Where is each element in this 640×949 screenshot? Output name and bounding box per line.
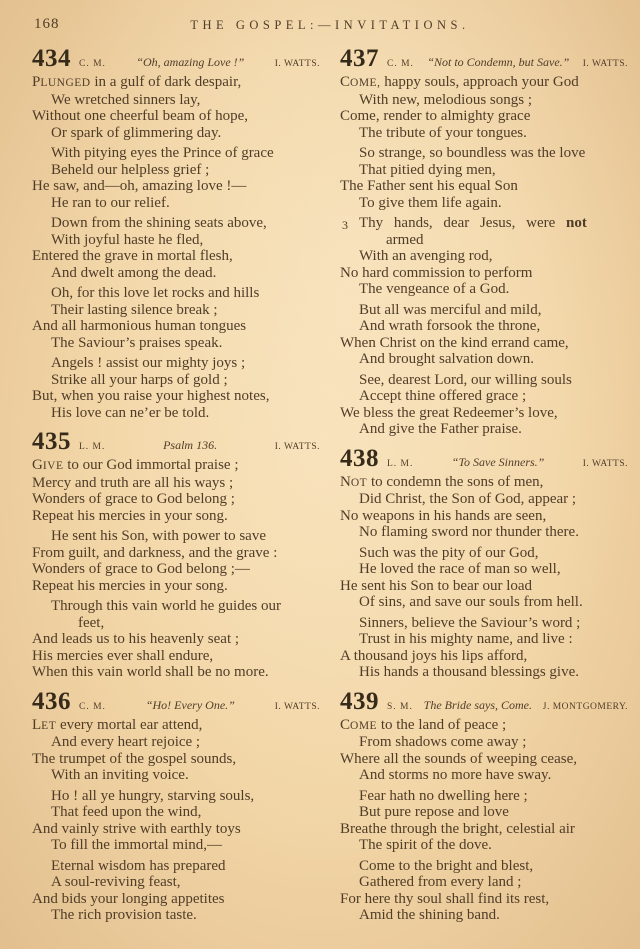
verse [32, 285, 320, 351]
verse-line: Entered the grave in mortal flesh, [32, 248, 233, 264]
verse-line: Their lasting silence break ; [51, 301, 218, 318]
verse-line: With an inviting voice. [51, 767, 189, 783]
verse-line: That pitied dying men, [359, 161, 496, 178]
verse-line: For here thy soul shall find its rest, [340, 890, 550, 907]
verse-line: Ho ! all ye hungry, starving souls, [51, 787, 255, 804]
verse [32, 858, 320, 924]
verse-line: And give the Father praise. [359, 421, 522, 437]
verse [340, 717, 628, 784]
verse-line: No hard commission to perform [340, 264, 533, 281]
verse-line: Come to the bright and blest, [359, 857, 534, 874]
verse-line: And storms no more have sway. [359, 767, 552, 783]
verse-line: Oh, for this love let rocks and hills [51, 285, 260, 301]
verse-line: NOT to condemn the sons of men, [340, 473, 544, 490]
verse-line: With an avenging rod, [359, 248, 493, 264]
verse-line: PLUNGED in a gulf of dark despair, [32, 74, 242, 90]
hymn-number: 437 [340, 45, 379, 72]
verse-line: When this vain world shall be no more. [32, 664, 269, 680]
hymn-number: 439 [340, 687, 379, 715]
verse-line: COME, happy souls, approach your God [340, 74, 579, 90]
verse-line: Come, render to almighty grace [340, 108, 531, 124]
verse [340, 215, 628, 298]
verse [32, 457, 320, 524]
hymn-subtitle: “To Save Sinners.” [451, 454, 545, 469]
hymn-437 [340, 46, 628, 438]
lead-smallcaps: LUNGED [40, 77, 91, 89]
hymn-columns [32, 46, 628, 928]
verse-line: From shadows come away ; [359, 734, 527, 750]
verse-line: And wrath forsook the throne, [359, 318, 541, 334]
verse-line: But, when you raise your highest notes, [32, 388, 270, 404]
verse-line: Fear hath no dwelling here ; [359, 787, 528, 804]
verse [32, 598, 320, 681]
verse-number: 3 [342, 218, 348, 232]
verse-line: Eternal wisdom has prepared [51, 857, 226, 874]
lead-smallcaps: IVE [42, 460, 64, 472]
hymn-meter: C. M. [79, 59, 106, 69]
hymn-subtitle: “Not to Condemn, but Save.” [427, 55, 570, 69]
verse-line: And brought salvation down. [359, 351, 534, 367]
hymn-subtitle: Psalm 136. [163, 438, 218, 452]
verse-line: The tribute of your tongues. [359, 124, 527, 141]
verse-line: His mercies ever shall endure, [32, 647, 214, 664]
verse-line: Wonders of grace to God belong ;— [32, 561, 250, 577]
verse-line: feet, [78, 614, 105, 631]
lead-smallcaps: ET [41, 719, 57, 732]
lead-smallcaps: OME [350, 719, 378, 732]
hymn-number: 436 [32, 687, 71, 715]
verse [32, 215, 320, 281]
verse-line: Angels ! assist our mighty joys ; [51, 355, 246, 371]
verse-line: Strike all your harps of gold ; [51, 371, 228, 388]
verse [340, 545, 628, 611]
verse-line: Where all the sounds of weeping cease, [340, 750, 577, 767]
hymn-heading [32, 429, 320, 454]
hymn-author: I. WATTS. [582, 458, 628, 469]
verse-line: He sent his Son, with power to save [51, 528, 266, 544]
verse-line: And every heart rejoice ; [51, 734, 201, 750]
verse-line: To give them life again. [359, 194, 502, 211]
hymn-number: 434 [32, 45, 71, 72]
verse-line: GIVE to our God immortal praise ; [32, 457, 239, 473]
verse-line: And leads us to his heavenly seat ; [32, 631, 240, 647]
verse-line: And vainly strive with earthly toys [32, 820, 241, 837]
hymn-meter: C. M. [79, 701, 106, 712]
verse [32, 528, 320, 594]
verse-line: The rich provision taste. [51, 907, 197, 923]
hymn-author: I. WATTS. [582, 59, 628, 69]
hymn-435 [32, 429, 320, 681]
verse-line: He saw, and—oh, amazing love !— [32, 178, 247, 194]
verse-line: Such was the pity of our God, [359, 544, 539, 561]
verse [32, 74, 320, 141]
verse-line: Down from the shining seats above, [51, 215, 267, 231]
page-header [32, 12, 628, 36]
verse [32, 717, 320, 784]
emphasized-word: not [566, 215, 587, 231]
hymn-heading [32, 46, 320, 71]
hymn-heading [340, 689, 628, 714]
verse-line: His hands a thousand blessings give. [359, 664, 579, 680]
hymn-heading [340, 446, 628, 471]
verse-line: With new, melodious songs ; [359, 91, 532, 108]
verse-line: Accept thine offered grace ; [359, 388, 527, 404]
verse-line: The Saviour’s praises speak. [51, 334, 223, 351]
hymn-author: J. MONTGOMERY. [542, 701, 628, 712]
verse [32, 788, 320, 854]
verse-line: LET every mortal ear attend, [32, 716, 203, 733]
verse-line: Through this vain world he guides our [51, 598, 281, 614]
lead-smallcaps: OME, [350, 77, 381, 89]
verse-line: Trust in his mighty name, and live : [359, 631, 573, 647]
verse [340, 788, 628, 854]
hymn-436 [32, 689, 320, 924]
hymn-434 [32, 46, 320, 421]
hymn-author: I. WATTS. [274, 442, 320, 452]
verse-line: With pitying eyes the Prince of grace [51, 145, 274, 161]
hymn-number: 435 [32, 428, 71, 455]
verse-line: When Christ on the kind errand came, [340, 334, 569, 351]
verse-line: Of sins, and save our souls from hell. [359, 594, 583, 610]
page-number: 168 [34, 16, 60, 32]
hymn-subtitle: “Oh, amazing Love !” [136, 55, 245, 69]
verse-line: With joyful haste he fled, [51, 231, 204, 248]
verse-line: And bids your longing appetites [32, 890, 225, 907]
page-title: THE GOSPEL:—INVITATIONS. [190, 18, 470, 32]
verse-line: We wretched sinners lay, [51, 91, 201, 108]
hymn-subtitle: The Bride says, Come. [423, 697, 532, 712]
verse-line: A thousand joys his lips afford, [340, 647, 528, 664]
verse-line: Gathered from every land ; [359, 874, 522, 890]
verse-line: Sinners, believe the Saviour’s word ; [359, 614, 581, 631]
verse-line: The vengeance of a God. [359, 281, 510, 297]
verse-line: The Father sent his equal Son [340, 178, 518, 194]
verse-line: But all was merciful and mild, [359, 301, 542, 318]
verse-line: No weapons in his hands are seen, [340, 507, 547, 524]
hymn-meter: C. M. [387, 59, 414, 69]
verse-line: Repeat his mercies in your song. [32, 577, 228, 594]
verse-line: Or spark of glimmering day. [51, 124, 222, 141]
hymn-meter: S. M. [387, 701, 413, 712]
lead-smallcaps: OT [350, 476, 368, 489]
column-left [32, 46, 320, 928]
hymn-number: 438 [340, 444, 379, 472]
verse [340, 74, 628, 141]
verse [340, 372, 628, 438]
verse-line: He loved the race of man so well, [359, 561, 561, 577]
verse-line: He sent his Son to bear our load [340, 577, 533, 594]
verse-line: Did Christ, the Son of God, appear ; [359, 491, 577, 507]
verse-line: And dwelt among the dead. [51, 264, 217, 281]
hymn-author: I. WATTS. [274, 59, 320, 69]
verse [340, 474, 628, 541]
verse [32, 145, 320, 211]
verse-line: He ran to our relief. [51, 194, 170, 211]
verse-line: Breathe through the bright, celestial air [340, 820, 575, 837]
verse-line: Wonders of grace to God belong ; [32, 491, 235, 507]
verse-line: See, dearest Lord, our willing souls [359, 371, 572, 388]
verse [340, 858, 628, 924]
verse-line: armed [386, 231, 424, 248]
verse-line: From guilt, and darkness, and the grave : [32, 544, 278, 561]
hymn-meter: L. M. [79, 442, 106, 452]
verse-line: Without one cheerful beam of hope, [32, 108, 248, 124]
hymn-heading [32, 689, 320, 714]
verse-line: Beheld our helpless grief ; [51, 161, 210, 178]
verse [32, 355, 320, 421]
verse-line: Mercy and truth are all his ways ; [32, 474, 234, 491]
verse-line: And all harmonious human tongues [32, 318, 247, 334]
verse [340, 145, 628, 211]
hymn-heading [340, 46, 628, 71]
verse-line: But pure repose and love [359, 804, 509, 820]
verse-line: No flaming sword nor thunder there. [359, 524, 579, 540]
verse [340, 302, 628, 368]
verse-line: The trumpet of the gospel sounds, [32, 750, 237, 767]
verse-line: A soul-reviving feast, [51, 874, 181, 890]
verse-line: Repeat his mercies in your song. [32, 507, 228, 524]
hymn-subtitle: “Ho! Every One.” [145, 697, 235, 712]
verse-line: Amid the shining band. [359, 907, 500, 923]
verse-line: So strange, so boundless was the love [359, 145, 586, 161]
hymn-439 [340, 689, 628, 924]
hymn-438 [340, 446, 628, 681]
verse-line: To fill the immortal mind,— [51, 837, 223, 853]
verse-line: 3 Thy hands, dear Jesus, were not [342, 215, 587, 232]
verse [340, 615, 628, 681]
hymn-author: I. WATTS. [274, 701, 320, 712]
verse-line: The spirit of the dove. [359, 837, 492, 853]
verse-line: We bless the great Redeemer’s love, [340, 404, 558, 421]
verse-line: COME to the land of peace ; [340, 716, 507, 733]
hymn-meter: L. M. [387, 458, 414, 469]
verse-line: His love can ne’er be told. [51, 404, 210, 421]
column-right [340, 46, 628, 928]
verse-line: That feed upon the wind, [51, 804, 202, 820]
